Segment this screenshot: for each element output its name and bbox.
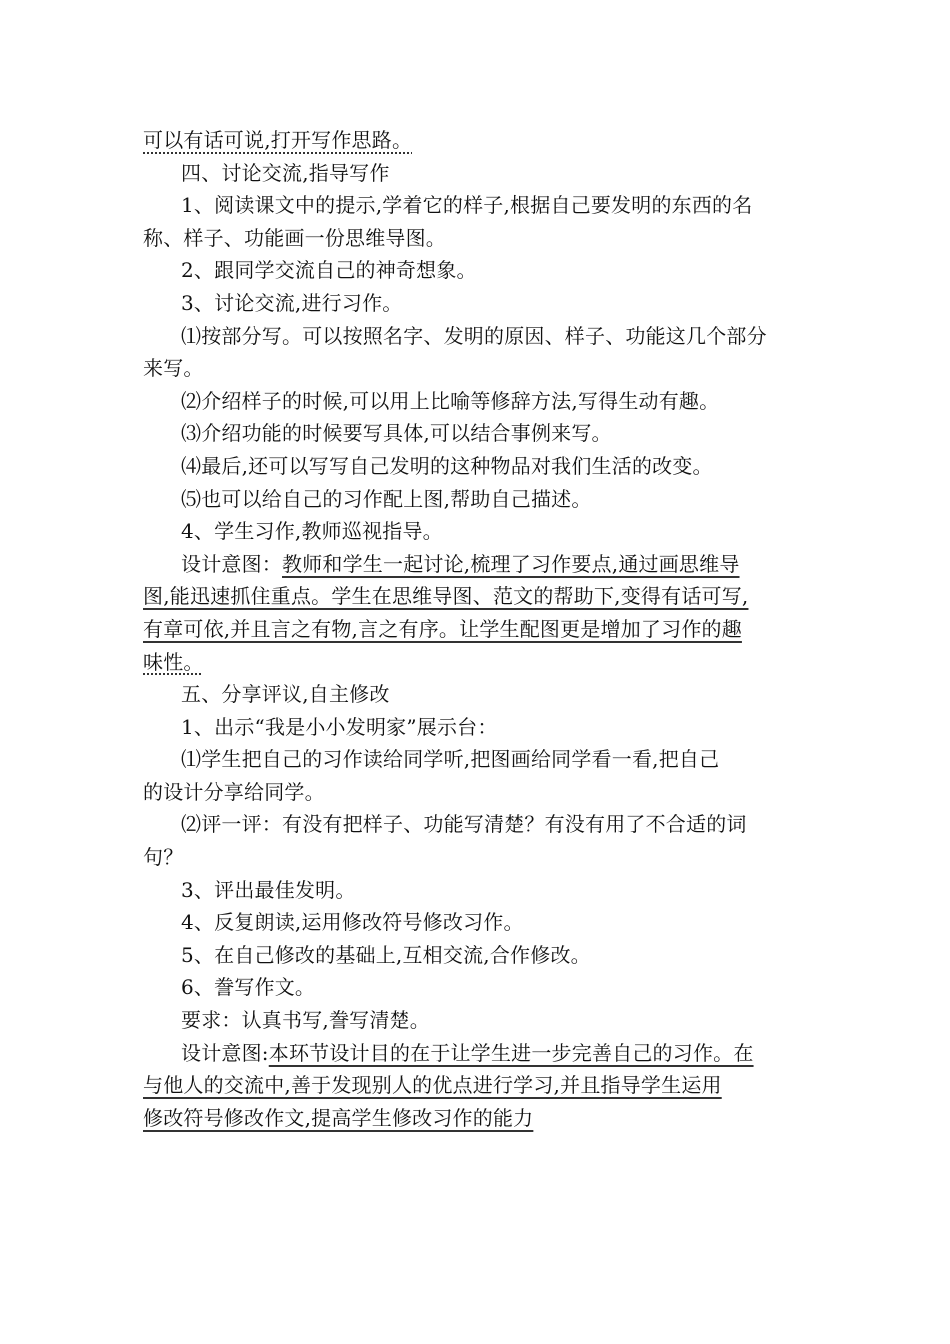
line-text: 6、誊写作文。 bbox=[181, 975, 316, 1000]
text-line bbox=[143, 124, 808, 157]
line-text: 有章可依,并且言之有物,言之有序。让学生配图更是增加了习作的趣 bbox=[143, 616, 742, 641]
text-line bbox=[143, 417, 808, 450]
line-text: 图,能迅速抓住重点。学生在思维导图、范文的帮助下,变得有话可写, bbox=[143, 584, 749, 609]
text-line bbox=[143, 515, 808, 548]
text-line bbox=[143, 906, 808, 939]
text-line bbox=[143, 841, 808, 874]
text-line bbox=[143, 580, 808, 613]
text-line bbox=[143, 483, 808, 516]
line-text: 来写。 bbox=[143, 356, 204, 381]
text-line bbox=[143, 222, 808, 255]
line-text: 3、讨论交流,进行习作。 bbox=[181, 290, 403, 315]
line-text: ⑶介绍功能的时候要写具体,可以结合事例来写。 bbox=[181, 421, 612, 446]
text-line bbox=[143, 320, 808, 353]
line-underlined-text: 本环节设计目的在于让学生进一步完善自己的习作。在 bbox=[268, 1040, 754, 1065]
line-text: 5、在自己修改的基础上,互相交流,合作修改。 bbox=[181, 942, 591, 967]
text-line bbox=[143, 939, 808, 972]
text-line bbox=[143, 613, 808, 646]
text-line bbox=[143, 743, 808, 776]
text-line bbox=[143, 254, 808, 287]
text-line bbox=[143, 548, 808, 581]
text-line bbox=[143, 971, 808, 1004]
line-text: 4、反复朗读,运用修改符号修改习作。 bbox=[181, 910, 524, 935]
text-line bbox=[143, 711, 808, 744]
line-text: 设计意图: bbox=[181, 1040, 269, 1065]
line-text: 四、讨论交流,指导写作 bbox=[181, 160, 390, 185]
text-line bbox=[143, 287, 808, 320]
line-text: ⑷最后,还可以写写自己发明的这种物品对我们生活的改变。 bbox=[181, 453, 713, 478]
text-line bbox=[143, 157, 808, 190]
text-line bbox=[143, 189, 808, 222]
text-line bbox=[143, 385, 808, 418]
line-text: 句？ bbox=[143, 845, 184, 870]
line-text: 要求：认真书写,誊写清楚。 bbox=[181, 1008, 430, 1033]
line-text: ⑵介绍样子的时候,可以用上比喻等修辞方法,写得生动有趣。 bbox=[181, 388, 720, 413]
text-line bbox=[143, 776, 808, 809]
line-text: 修改符号修改作文,提高学生修改习作的能力 bbox=[143, 1105, 534, 1130]
line-text: ⑸也可以给自己的习作配上图,帮助自己描述。 bbox=[181, 486, 592, 511]
line-text: 3、评出最佳发明。 bbox=[181, 877, 356, 902]
line-text: 1、阅读课文中的提示,学着它的样子,根据自己要发明的东西的名 bbox=[181, 193, 753, 218]
line-text: ⑵评一评：有没有把样子、功能写清楚？有没有用了不合适的词 bbox=[181, 812, 747, 837]
text-line bbox=[143, 678, 808, 711]
line-text: 的设计分享给同学。 bbox=[143, 779, 325, 804]
line-text: 味性。 bbox=[143, 649, 204, 674]
text-line bbox=[143, 874, 808, 907]
line-text: 2、跟同学交流自己的神奇想象。 bbox=[181, 258, 477, 283]
line-text: 设计意图： bbox=[181, 551, 282, 576]
line-text: 五、分享评议,自主修改 bbox=[181, 682, 390, 707]
line-text: ⑴学生把自己的习作读给同学听,把图画给同学看一看,把自己 bbox=[181, 747, 720, 772]
text-line bbox=[143, 1069, 808, 1102]
line-text: 称、样子、功能画一份思维导图。 bbox=[143, 225, 446, 250]
document-body bbox=[143, 124, 808, 1134]
text-line bbox=[143, 1004, 808, 1037]
line-text: 可以有话可说,打开写作思路。 bbox=[143, 128, 413, 152]
line-text: ⑴按部分写。可以按照名字、发明的原因、样子、功能这几个部分 bbox=[181, 323, 767, 348]
text-line bbox=[143, 450, 808, 483]
text-line bbox=[143, 352, 808, 385]
line-text: 1、出示“我是小小发明家”展示台： bbox=[181, 714, 498, 739]
text-line bbox=[143, 1037, 808, 1070]
line-text: 4、学生习作,教师巡视指导。 bbox=[181, 519, 443, 544]
text-line bbox=[143, 1102, 808, 1135]
line-text: 与他人的交流中,善于发现别人的优点进行学习,并且指导学生运用 bbox=[143, 1073, 722, 1098]
text-line bbox=[143, 646, 808, 679]
text-line bbox=[143, 808, 808, 841]
line-underlined-text: 教师和学生一起讨论,梳理了习作要点,通过画思维导 bbox=[282, 551, 740, 576]
